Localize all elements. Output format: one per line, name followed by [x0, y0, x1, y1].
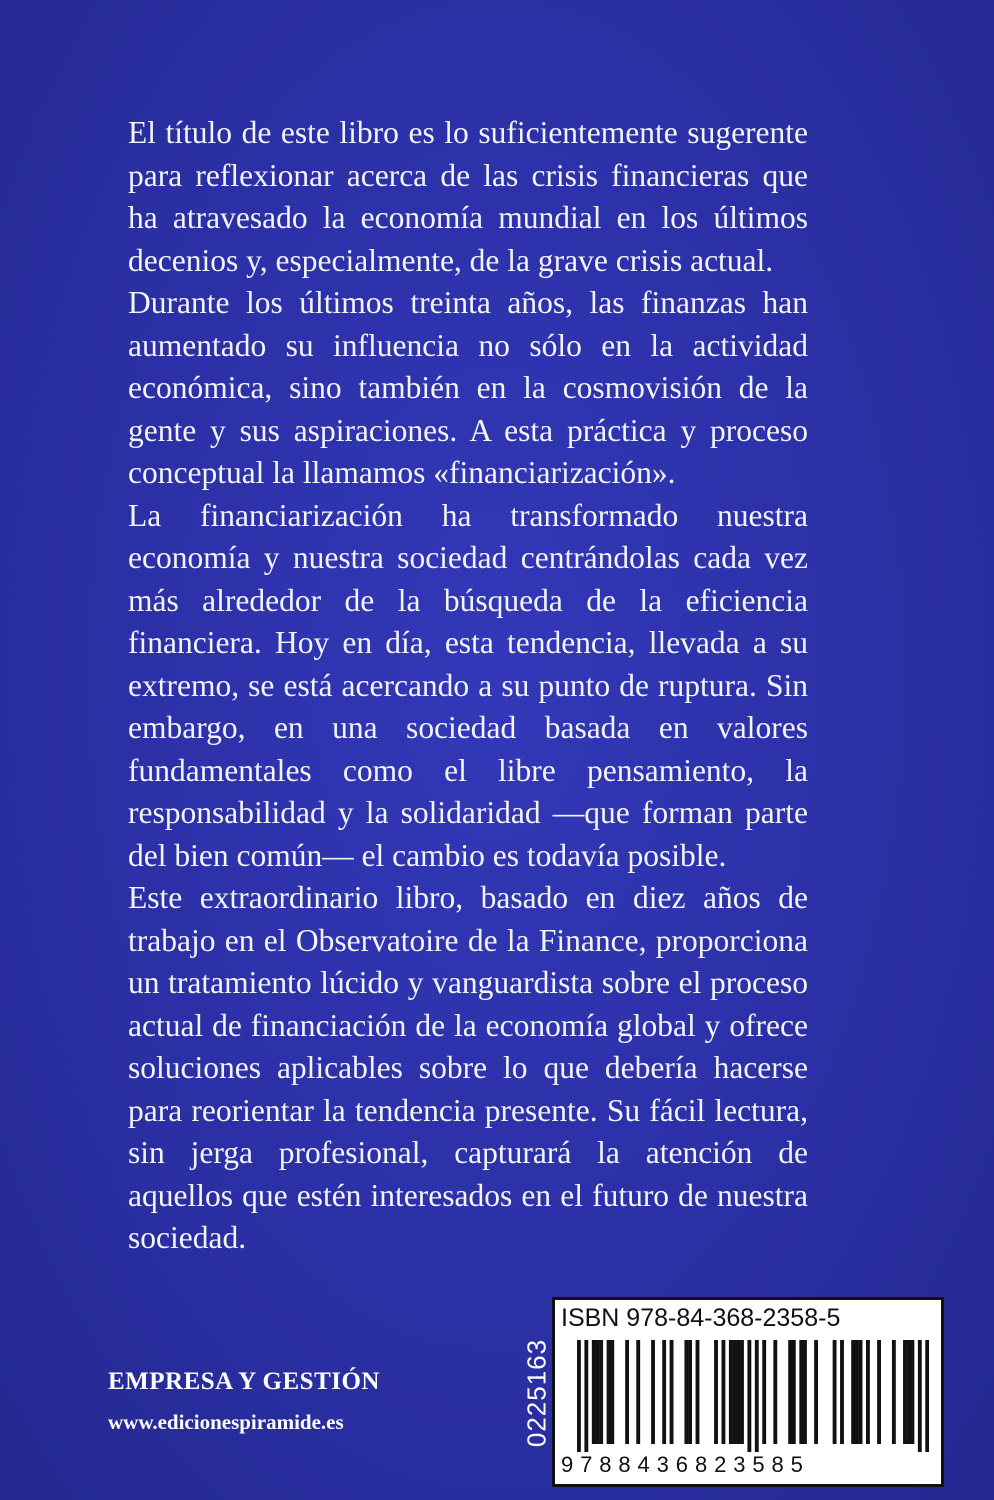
barcode-bar: [859, 1340, 863, 1444]
blurb-paragraph-2: Durante los últimos treinta años, las finanzas han aumentado su influencia no sólo en la actividad económica, sino también en la cosmovisión de la gente y sus aspiraciones. A esta práctica y proceso conceptual la llamamos «financiarización».: [128, 285, 808, 490]
isbn-label: ISBN 978-84-368-2358-5: [561, 1304, 841, 1332]
barcode-bar: [840, 1340, 844, 1444]
barcode-bar: [788, 1340, 792, 1444]
barcode-bar: [833, 1340, 837, 1444]
barcode-bar: [636, 1340, 640, 1444]
barcode-bar: [773, 1340, 777, 1444]
barcode-bar: [799, 1340, 803, 1444]
barcode-bar: [670, 1340, 674, 1444]
barcode-bar: [714, 1340, 718, 1444]
blurb-paragraph-1: El título de este libro es lo suficientemente sugerente para reflexionar acerca de las crisis financieras que ha atravesado la economía mundial en los últimos decenios y, especialmente, de la grave crisis actual.: [128, 115, 808, 278]
barcode-bar: [792, 1340, 796, 1444]
barcode-bar: [925, 1340, 929, 1452]
isbn-barcode: [552, 1297, 944, 1487]
barcode-bar: [866, 1340, 870, 1444]
product-code-text: 0225163: [521, 1338, 552, 1448]
barcode-bar: [722, 1340, 726, 1444]
barcode-bars: [577, 1340, 929, 1452]
barcode-bar: [736, 1340, 740, 1444]
barcode-bar: [584, 1340, 588, 1452]
barcode-bar: [662, 1340, 666, 1444]
barcode-bar: [755, 1340, 759, 1452]
barcode-bar: [729, 1340, 733, 1444]
series-name: EMPRESA Y GESTIÓN: [108, 1368, 380, 1395]
blurb-paragraph-3: La financiarización ha transformado nuestra economía y nuestra sociedad centrándolas cada vez más alrededor de la búsqueda de la eficiencia financiera. Hoy en día, esta tendencia, llevada a su extremo, se está acercando a su punto de ruptura. Sin embargo, en una sociedad basada en valores fundamentales como el libre pensamiento, la responsabilidad y la solidaridad —que forman parte del bien común— el cambio es todavía posible.: [128, 497, 808, 873]
barcode-bar: [684, 1340, 688, 1444]
barcode-bar: [596, 1340, 600, 1444]
barcode-bar: [592, 1340, 596, 1444]
barcode-bar: [577, 1340, 581, 1452]
barcode-bar: [918, 1340, 922, 1452]
barcode-bar: [610, 1340, 614, 1444]
barcode-bar: [733, 1340, 737, 1444]
barcode-bar: [877, 1340, 881, 1444]
barcode-bar: [747, 1340, 751, 1452]
barcode-bar: [855, 1340, 859, 1444]
barcode-bar: [607, 1340, 611, 1444]
barcode-bar: [688, 1340, 692, 1444]
blurb-text: [128, 112, 808, 1260]
barcode-bar: [599, 1340, 603, 1444]
barcode-bar: [696, 1340, 700, 1444]
barcode-bar: [814, 1340, 818, 1444]
barcode-bar: [907, 1340, 911, 1444]
barcode-bar: [740, 1340, 744, 1444]
ean-digits: 9788436823585: [561, 1452, 810, 1477]
product-code: [519, 1298, 555, 1488]
blurb-paragraph-4: Este extraordinario libro, basado en diez años de trabajo en el Observatoire de la Finance, proporciona un tratamiento lúcido y vanguardista sobre el proceso actual de financiación de la economía global y ofrece soluciones aplicables sobre lo que debería hacerse para reorientar la tendencia presente. Su fácil lectura, sin jerga profesional, capturará la atención de aquellos que estén interesados en el futuro de nuestra sociedad.: [128, 880, 808, 1255]
barcode-bar: [910, 1340, 914, 1444]
barcode-bar: [851, 1340, 855, 1444]
barcode-bar: [762, 1340, 766, 1444]
barcode-bar: [903, 1340, 907, 1444]
publisher-website: www.edicionespiramide.es: [108, 1410, 344, 1434]
barcode-bar: [892, 1340, 896, 1444]
barcode-bar: [651, 1340, 655, 1444]
barcode-bar: [803, 1340, 807, 1444]
barcode-bar: [625, 1340, 629, 1444]
